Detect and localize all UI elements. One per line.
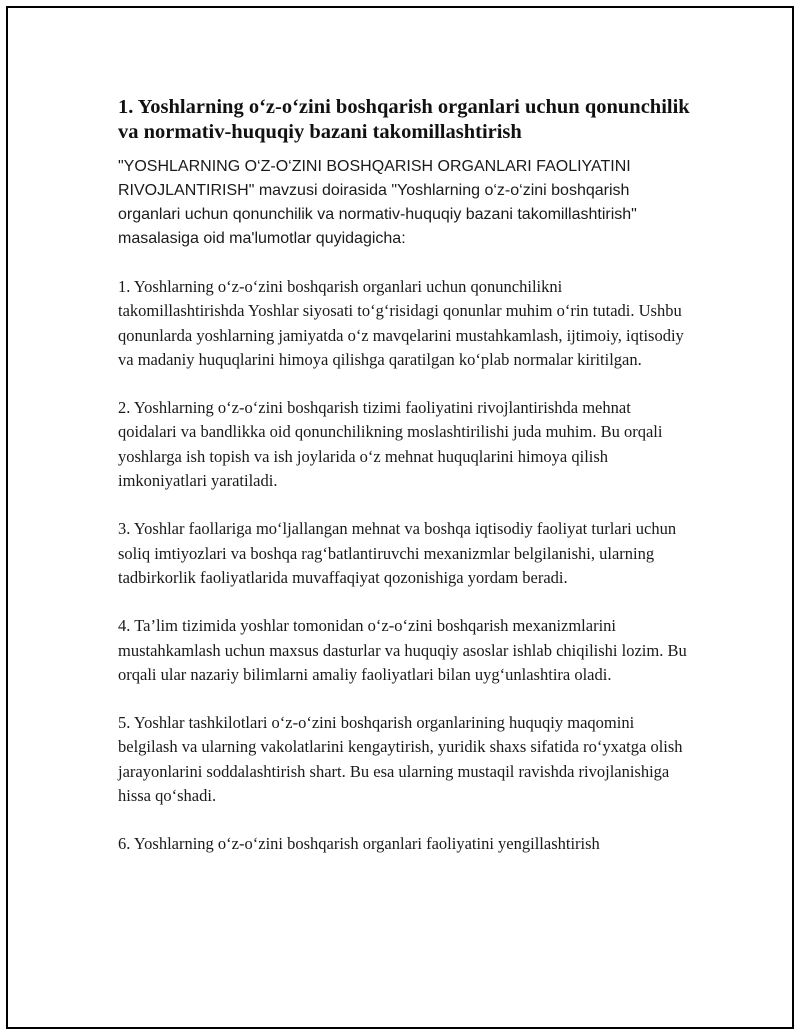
paragraph-6: 6. Yoshlarning o‘z-o‘zini boshqarish organlari faoliyatini yengillashtirish	[118, 834, 600, 854]
paragraph-2: 2. Yoshlarning o‘z-o‘zini boshqarish tizimi faoliyatini rivojlantirishda mehnat qoidalari va bandlikka oid qonunchilikning moslashtirilishi juda muhim. Bu orqali yoshlarga ish topish va ish joylarida o‘z mehnat huquqlarini himoya qilish imkoniyatlari yaratiladi.	[118, 398, 663, 491]
paragraph-5: 5. Yoshlar tashkilotlari o‘z-o‘zini boshqarish organlarining huquqiy maqomini belgilash va ularning vakolatlarini kengaytirish, yuridik shaxs sifatida ro‘yxatga olish jarayonlarini soddalashtirish shart. Bu esa ularning mustaqil ravishda rivojlanishiga hissa qo‘shadi.	[118, 713, 683, 806]
document-body	[118, 95, 690, 857]
paragraph-3: 3. Yoshlar faollariga mo‘ljallangan mehnat va boshqa iqtisodiy faoliyat turlari uchun soliq imtiyozlari va boshqa rag‘batlantiruvchi mexanizmlar belgilanishi, ularning tadbirkorlik faoliyatlarida muvaffaqiyat qozonishiga yordam beradi.	[118, 519, 677, 587]
paragraph-1: 1. Yoshlarning o‘z-o‘zini boshqarish organlari uchun qonunchilikni takomillashtirishda Yoshlar siyosati to‘g‘risidagi qonunlar muhim o‘rin tutadi. Ushbu qonunlarda yoshlarning jamiyatda o‘z mavqelarini mustahkamlash, ijtimoiy, iqtisodiy va madaniy huquqlarini himoya qilishga qaratilgan ko‘plab normalar kiritilgan.	[118, 277, 684, 369]
intro-paragraph: "YOSHLARNING O‘Z-O‘ZINI BOSHQARISH ORGANLARI FAOLIYATINI RIVOJLANTIRISH" mavzusi doirasida "Yoshlarning o‘z-o‘zini boshqarish organlari uchun qonunchilik va normativ-huquqiy bazani takomillashtirish" masalasiga oid ma'lumotlar quyidagicha:	[118, 158, 637, 247]
document-title: 1. Yoshlarning o‘z-o‘zini boshqarish organlari uchun qonunchilik va normativ-huquqiy bazani takomillashtirish	[118, 96, 690, 143]
document-page	[6, 6, 794, 1029]
paragraph-4: 4. Ta’lim tizimida yoshlar tomonidan o‘z-o‘zini boshqarish mexanizmlarini mustahkamlash uchun maxsus dasturlar va huquqiy asoslar ishlab chiqilishi lozim. Bu orqali ular nazariy bilimlarni amaliy faoliyatlari bilan uyg‘unlashtira oladi.	[118, 616, 687, 684]
